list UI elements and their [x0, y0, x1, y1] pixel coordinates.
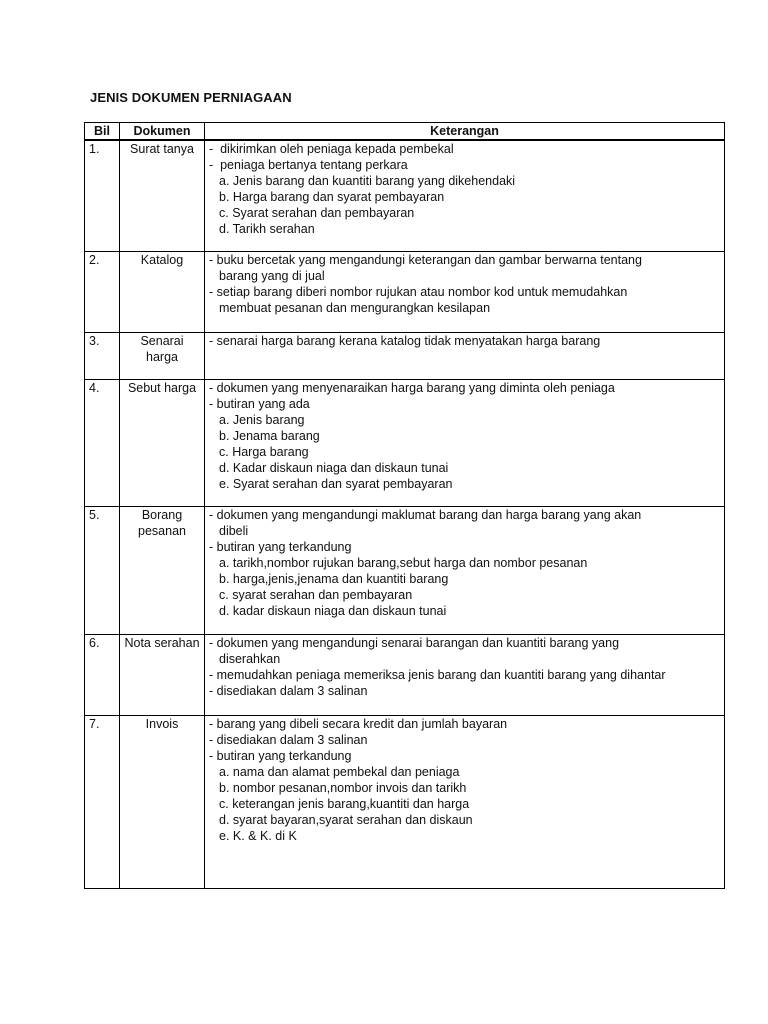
- header-bil: Bil: [85, 123, 120, 141]
- description-line: dibeli: [219, 524, 249, 538]
- row-number: 7.: [85, 716, 120, 889]
- description-subitem: b. nombor pesanan,nombor invois dan tarikh: [219, 781, 467, 795]
- table-row: [85, 252, 725, 333]
- description-line: diserahkan: [219, 652, 281, 666]
- row-number: 6.: [85, 635, 120, 716]
- table-row: [85, 140, 725, 252]
- row-number: 4.: [85, 380, 120, 507]
- description-subitem: d. kadar diskaun niaga dan diskaun tunai: [219, 604, 447, 618]
- documents-table: [84, 122, 725, 889]
- description-subitem: c. Syarat serahan dan pembayaran: [219, 206, 415, 220]
- description-line: membuat pesanan dan mengurangkan kesilapan: [219, 301, 491, 315]
- table-row: [85, 716, 725, 889]
- document-name: Sebut harga: [120, 380, 205, 507]
- description-line: - dokumen yang menyenaraikan harga barang yang diminta oleh peniaga: [209, 381, 615, 395]
- description-subitem: b. Jenama barang: [219, 429, 320, 443]
- description-line: - disediakan dalam 3 salinan: [209, 684, 368, 698]
- document-name: Katalog: [120, 252, 205, 333]
- table-row: [85, 635, 725, 716]
- table-row: [85, 380, 725, 507]
- description-subitem: d. Tarikh serahan: [219, 222, 315, 236]
- table-header-row: [85, 123, 725, 141]
- document-name: Nota serahan: [120, 635, 205, 716]
- description-subitem: e. Syarat serahan dan syarat pembayaran: [219, 477, 453, 491]
- row-number: 2.: [85, 252, 120, 333]
- description-subitem: a. tarikh,nombor rujukan barang,sebut harga dan nombor pesanan: [219, 556, 588, 570]
- description-subitem: a. nama dan alamat pembekal dan peniaga: [219, 765, 460, 779]
- description-line: - peniaga bertanya tentang perkara: [209, 158, 408, 172]
- page-title: JENIS DOKUMEN PERNIAGAAN: [90, 90, 292, 105]
- row-number: 3.: [85, 333, 120, 380]
- row-number: 1.: [85, 140, 120, 252]
- document-name: Surat tanya: [120, 140, 205, 252]
- table-row: [85, 507, 725, 635]
- description-cell: [205, 380, 725, 507]
- description-line: barang yang di jual: [219, 269, 325, 283]
- description-subitem: b. harga,jenis,jenama dan kuantiti barang: [219, 572, 449, 586]
- description-subitem: d. Kadar diskaun niaga dan diskaun tunai: [219, 461, 449, 475]
- description-line: - disediakan dalam 3 salinan: [209, 733, 368, 747]
- description-line: - dokumen yang mengandungi senarai barangan dan kuantiti barang yang: [209, 636, 620, 650]
- description-subitem: d. syarat bayaran,syarat serahan dan diskaun: [219, 813, 473, 827]
- row-number: 5.: [85, 507, 120, 635]
- description-line: - butiran yang ada: [209, 397, 310, 411]
- description-cell: [205, 716, 725, 889]
- header-keterangan: Keterangan: [205, 123, 725, 141]
- description-subitem: b. Harga barang dan syarat pembayaran: [219, 190, 445, 204]
- description-cell: [205, 507, 725, 635]
- description-cell: [205, 252, 725, 333]
- description-subitem: c. syarat serahan dan pembayaran: [219, 588, 413, 602]
- document-name: Invois: [120, 716, 205, 889]
- description-line: - butiran yang terkandung: [209, 540, 352, 554]
- description-line: - memudahkan peniaga memeriksa jenis barang dan kuantiti barang yang dihantar: [209, 668, 666, 682]
- description-line: - buku bercetak yang mengandungi keterangan dan gambar berwarna tentang: [209, 253, 642, 267]
- description-subitem: c. keterangan jenis barang,kuantiti dan harga: [219, 797, 470, 811]
- description-line: - dikirimkan oleh peniaga kepada pembekal: [209, 142, 454, 156]
- description-line: - butiran yang terkandung: [209, 749, 352, 763]
- description-subitem: a. Jenis barang dan kuantiti barang yang dikehendaki: [219, 174, 516, 188]
- description-cell: [205, 635, 725, 716]
- description-subitem: a. Jenis barang: [219, 413, 305, 427]
- header-dokumen: Dokumen: [120, 123, 205, 141]
- description-subitem: e. K. & K. di K: [219, 829, 297, 843]
- document-name: Borang pesanan: [120, 507, 205, 635]
- description-cell: [205, 333, 725, 380]
- description-subitem: c. Harga barang: [219, 445, 309, 459]
- table-row: [85, 333, 725, 380]
- description-line: - barang yang dibeli secara kredit dan jumlah bayaran: [209, 717, 508, 731]
- description-line: - dokumen yang mengandungi maklumat barang dan harga barang yang akan: [209, 508, 642, 522]
- description-line: - setiap barang diberi nombor rujukan atau nombor kod untuk memudahkan: [209, 285, 628, 299]
- document-name: Senarai harga: [120, 333, 205, 380]
- description-line: - senarai harga barang kerana katalog tidak menyatakan harga barang: [209, 334, 601, 348]
- description-cell: [205, 140, 725, 252]
